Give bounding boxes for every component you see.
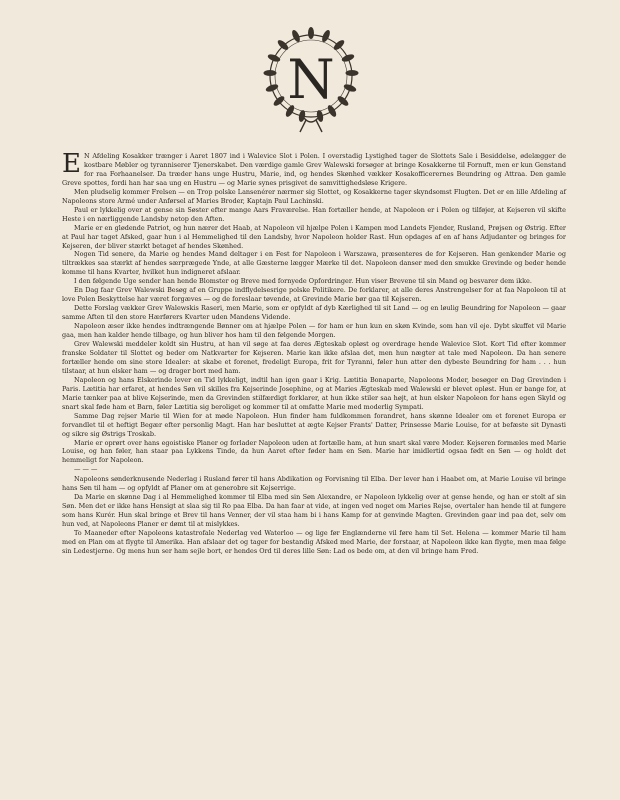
article-paragraph: Napoleon og hans Elskerinde lever en Tid lykkeligt, indtil han igen gaar i Krig. Lætitia Bonaparte, Napoleons Moder, besøger en Dag Grevinden i Paris. Lætitia har erfaret, at hendes Søn vil skilles fra Kejserinde Josephine, og at Maries Ægteskab med Walewski er blevet opløst. Hun er bange for, at Marie tænker paa at blive Kejserinde, men da Grevinden stilfærdigt forklarer, at hun ikke stiler saa højt, at hun elsker Napoleon for hans egen Skyld og snart skal føde ham et Barn, føler Lætitia sig beroliget og kommer til at omfatte Marie med moderlig Sympati. — [62, 375, 566, 411]
article-paragraph: Da Marie en skønne Dag i al Hemmelighed kommer til Elba med sin Søn Alexandre, er Napoleon lykkelig over at gense hende, og han er stolt af sin Søn. Men det er ikke hans Hensigt at slaa sig til Ro paa Elba. Da han faar at vide, at ingen ved noget om Maries Rejse, overtaler han hende til at fungere som hans Kurér. Hun skal bringe et Brev til hans Venner, der vil staa ham bi i hans Kamp for at genvinde Magten. Grevinden gaar ind paa det, selv om hun ved, at Napoleons Planer er dømt til at mislykkes. — [62, 493, 566, 529]
article-paragraph: To Maaneder efter Napoleons katastrofale Nederlag ved Waterloo — og lige før Englænderne vil føre ham til Set. Helena — kommer Marie til ham med en Plan om at flygte til Amerika. Han afslaar det og tager for bestandig Afsked med Marie, der forstaar, at Napoleon ikke kan flygte, men maa følge sin Ledestjerne. Og mens hun ser ham sejle bort, er hendes Ord til deres lille Søn: Lad os bede om, at den vil bringe ham Fred. — [62, 529, 566, 555]
article-paragraph: Grev Walewski meddeler koldt sin Hustru, at han vil søge at faa deres Ægteskab opløst og overdrage hende Walevice Slot. Kort Tid efter kommer franske Soldater til Slottet og beder om Natkvarter for Kejseren. Marie kan ikke afslaa det, men hun nægter at tale med Napoleon. Da han senere fortæller hende om sine store Idealer: at skabe et forenet, fredeligt Europa, frit for Tyranni, føler hun atter den dybeste Beundring for ham . . . hun tilstaar, at hun elsker ham — og drager bort med ham. — [62, 340, 566, 375]
article-paragraph: Paul er lykkelig over at gense sin Søster efter mange Aars Fraværelse. Han fortæller hende, at Napoleon er i Polen og tilføjer, at Kejseren vil skifte Heste i en nærliggende Landsby netop den Aften. — [62, 205, 566, 223]
article-paragraph: Dette Forslag vækker Grev Walewskis Raseri, men Marie, som er opfyldt af dyb Kærlighed til sit Land — og en løulig Beundring for Napoleon — gaar samme Aften til den store Hærførers Kvarter uden Mandens Vidende. — [62, 304, 566, 322]
section-separator: — — — — [74, 465, 98, 474]
article-paragraph: Marie er oprørt over hans egoistiske Planer og forlader Napoleon uden at fortælle ham, at hun snart skal være Moder. Kejseren formæles med Marie Louise, og han føler, han staar paa Lykkens Tinde, da hun Aaret efter føder ham en Søn. Marie har imidlertid ogsaa født en Søn — og holdt det hemmeligt for Napoleon. — [62, 438, 566, 465]
article-paragraph: Samme Dag rejser Marie til Wien for at møde Napoleon. Hun finder ham fuldkommen forandret, hans skønne Idealer om et forenet Europa er forvandlet til et heftigt Begær efter personlig Magt. Han har besluttet at ægte Kejser Frants' Datter, Prinsesse Marie Louise, for at befæste sit Dynasti og sikre sig Østrigs Troskab. — [62, 411, 566, 438]
article-paragraph: Men pludselig kommer Frelsen — en Trop polske Lansenérer nærmer sig Slottet, og Kosakkerne tager skyndsomst Flugten. Det er en lille Afdeling af Napoleons store Armé under Anførsel af Maries Broder, Kaptajn Paul Lachinski. — [62, 187, 566, 205]
svg-text:N: N — [287, 48, 335, 111]
drop-cap: E — [62, 149, 81, 179]
article-paragraph: En Dag faar Grev Walewski Besøg af en Gruppe indflydelsesrige polske Politikere. De forklarer, at alle deres Anstrengelser for at faa Napoleon til at love Polen Beskyttelse har været forgæves — og de foreslaar tøvende, at Grevinde Marie bør gaa til Kejseren. — [62, 286, 566, 304]
article-paragraph: Napoleons sønderknusende Nederlag i Rusland fører til hans Abdikation og Forvisning til Elba. Der lever han i Haabet om, at Marie Louise vil bringe hans Søn til ham — og opfyldt af Planer om at generobre sit Kejserrige. — [62, 475, 566, 493]
article-paragraph-1: E N Afdeling Kosakker trænger i Aaret 1807 ind i Walevice Slot i Polen. I overstadig Lystighed tager de Slottets Sale i Besiddelse, ødelægger de kostbare Møbler og tyranniserer Tjenerskabet. Den værdige gamle Grev Walewski forsøger at bringe Kosakkerne til Fornuft, men er kun Genstand for raa Forhaanelser. Da træder hans unge Hustru, Marie, ind, og hendes Skønhed vækker Kosakofficerernes Beundring og Attraa. Den gamle Greve spottes, fordi han har saa ung en Hustru — og Marie synes prisgivet de samvittighedsløse Krigere. — [62, 149, 566, 187]
article-paragraph: Napoleon æser ikke hendes indtrængende Bønner om at hjælpe Polen — for ham er hun kun en skøn Kvinde, som han vil eje. Dybt skuffet vil Marie gaa, men han kalder hende tilbage, og hun bliver hos ham til den følgende Morgen. — [62, 322, 566, 340]
article-body — [62, 149, 566, 556]
article-paragraph: I den følgende Uge sender han hende Blomster og Breve med fornyede Opfordringer. Hun viser Brevene til sin Mand og besvarer dem ikke. — [74, 277, 532, 286]
laurel-wreath-n-emblem-icon — [256, 18, 366, 136]
article-paragraph: Marie er en glødende Patriot, og hun nærer det Haab, at Napoleon vil hjælpe Polen i Kampen mod Landets Fjender, Rusland, Prøjsen og Østrig. Efter at Paul har taget Afsked, gaar hun i al Hemmelighed til den Landsby, hvor Napoleon holder Rast. Hun opdages af en af hans Adjudanter og bringes for Kejseren, der bliver stærkt betaget af hendes Skønhed. — [62, 223, 566, 250]
article-paragraph: Nogen Tid senere, da Marie og hendes Mand deltager i en Fest for Napoleon i Warszawa, præsenteres de for Kejseren. Han genkender Marie og tiltrækkes saa stærkt af hendes særprægede Ynde, at alle Gæsterne lægger Mærke til det. Napoleon danser med den smukke Grevinde og beder hende komme til hans Kvarter, hvilket hun indigneret afslaar. — [62, 250, 566, 277]
